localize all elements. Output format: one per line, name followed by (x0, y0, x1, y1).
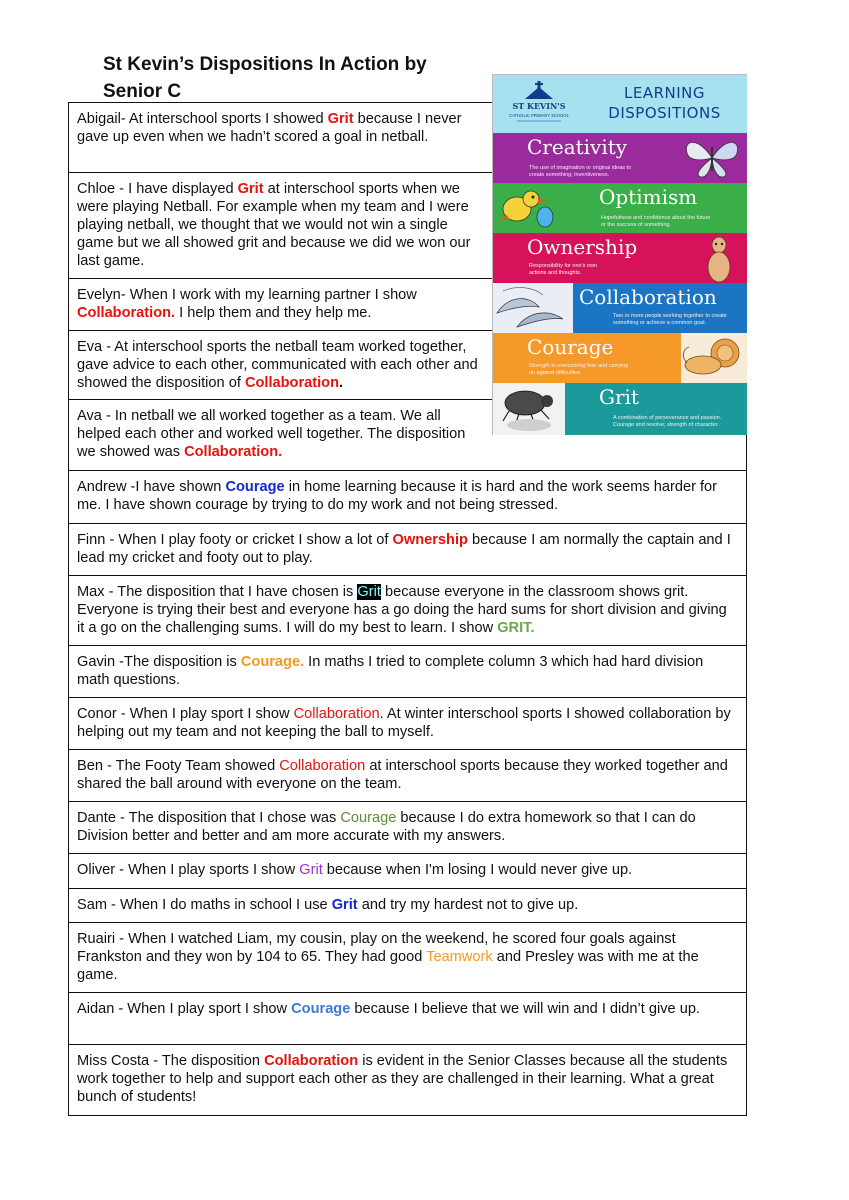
disposition-word: Courage (340, 810, 397, 826)
dolphins-icon (493, 283, 573, 333)
table-row (69, 698, 746, 750)
poster-title: LEARNING DISPOSITIONS (608, 84, 721, 122)
row-text: Andrew -I have shown Courage in home learning because it is hard and the work seems harder for me. I have shown courage by trying to do my work and not being stressed. (77, 479, 718, 513)
disposition-word: Grit (237, 181, 264, 197)
table-row (69, 331, 494, 400)
row-text: Finn - When I play footy or cricket I show a lot of Ownership because I am normally the captain and I lead my cricket and footy out to play. (77, 532, 731, 566)
disposition-word: Courage (291, 1001, 351, 1017)
band-description: Responsibility for one's own actions and thoughts. (529, 263, 598, 276)
row-text: Max - The disposition that I have chosen is Grit because everyone in the classroom shows grit. Everyone is trying their best and everyone has a go doing the hard sums for short division and giving it a go on the challenging sums. I will do my best to learn. I show GRIT. (77, 584, 727, 636)
band-title: Optimism (599, 185, 698, 209)
disposition-word: Ownership (392, 532, 468, 548)
title-line-1: St Kevin’s Dispositions In Action by (103, 54, 427, 75)
band-creativity (493, 133, 747, 183)
learning-dispositions-poster (492, 74, 747, 435)
lion-icon (681, 333, 747, 383)
table-row (69, 524, 746, 576)
butterfly-icon (679, 135, 745, 181)
title-line-2: Senior C (103, 81, 182, 102)
bird-icon (495, 185, 559, 231)
band-description: A combination of perseverance and passion. Courage and resolve; strength of character. (613, 415, 722, 428)
row-text: Oliver - When I play sports I show Grit because when I'm losing I would never give up. (77, 862, 633, 878)
band-title: Creativity (527, 135, 628, 159)
disposition-word: Courage (225, 479, 285, 495)
row-text: Miss Costa - The disposition Collaboration is evident in the Senior Classes because all the students work together to help and support each other as they are challenged in their learning. What a great bunch of students! (77, 1053, 728, 1105)
document-title (103, 51, 483, 105)
table-row (69, 103, 494, 173)
table-row (69, 576, 746, 646)
poster-header (493, 75, 747, 133)
row-text: Eva - At interschool sports the netball team worked together, gave advice to each other, communicated with each other and showed the disposition of Collaboration. (77, 339, 478, 391)
band-title: Ownership (527, 235, 638, 259)
disposition-word: Grit (327, 111, 354, 127)
row-text: Conor - When I play sport I show Collaboration. At winter interschool sports I showed collaboration by helping out my team and not keeping the ball to myself. (77, 706, 731, 740)
disposition-word: Collaboration (279, 758, 366, 774)
band-title: Courage (527, 335, 614, 359)
row-text: Sam - When I do maths in school I use Grit and try my hardest not to give up. (77, 897, 579, 913)
band-title: Grit (599, 385, 639, 409)
row-text: Abigail- At interschool sports I showed Grit because I never gave up even when we hadn’t scored a goal in netball. (77, 111, 462, 145)
band-ownership (493, 233, 747, 283)
band-title: Collaboration (579, 285, 717, 309)
disposition-word: Grit (299, 862, 323, 878)
band-description: The use of imagination or original ideas to create something; inventiveness. (529, 165, 632, 178)
band-collaboration (493, 283, 747, 333)
school-sub: CATHOLIC PRIMARY SCHOOL (509, 113, 569, 118)
table-row (69, 1045, 746, 1116)
disposition-word: Collaboration (244, 375, 339, 391)
meerkat-icon (699, 235, 739, 283)
table-row (69, 889, 746, 923)
disposition-word: Grit (357, 584, 381, 600)
band-description: Two or more people working together to create something or achieve a common goal. (613, 313, 727, 326)
table-row (69, 173, 494, 279)
disposition-word: Collaboration (264, 1053, 359, 1069)
row-text: Chloe - I have displayed Grit at interschool sports when we were playing Netball. For example when my team and I were playing netball, we thought that we would not win a single game but we all showed grit and because we did we won our last game. (77, 181, 471, 269)
row-text: Gavin -The disposition is Courage. In maths I tried to complete column 3 which had hard division math questions. (77, 654, 704, 688)
row-text: Aidan - When I play sport I show Courage because I believe that we will win and I didn’t give up. (77, 1001, 700, 1017)
band-grit (493, 383, 747, 435)
table-row (69, 802, 746, 854)
beetle-icon (493, 383, 565, 435)
school-logo (499, 81, 579, 129)
table-row (69, 923, 746, 993)
row-text: Evelyn- When I work with my learning partner I show Collaboration. I help them and they help me. (77, 287, 417, 321)
table-row (69, 279, 494, 331)
band-optimism (493, 183, 747, 233)
row-text: Ruairi - When I watched Liam, my cousin, play on the weekend, he scored four goals against Frankston and they won by 104 to 65. They had good Teamwork and Presley was with me at the game. (77, 931, 699, 983)
table-row (69, 750, 746, 802)
table-row (69, 646, 746, 698)
row-text: Ben - The Footy Team showed Collaboration at interschool sports because they worked together and shared the ball around with everyone on the team. (77, 758, 728, 792)
band-courage (493, 333, 747, 383)
disposition-word: Collaboration. (184, 444, 283, 460)
table-row (69, 471, 746, 524)
disposition-word: Teamwork (426, 949, 493, 965)
row-text: Dante - The disposition that I chose was Courage because I do extra homework so that I can do Division better and better and am more accurate with my answers. (77, 810, 696, 844)
table-row (69, 993, 746, 1045)
table-row (69, 854, 746, 889)
disposition-word: Collaboration. (77, 305, 176, 321)
band-description: Strength in overcoming fear and carrying on against difficulties. (529, 363, 629, 376)
row-text: Ava - In netball we all worked together as a team. We all helped each other and worked well together. The disposition we showed was Collaboration. (77, 408, 466, 460)
disposition-word: Grit (331, 897, 358, 913)
band-description: Hopefulness and confidence about the future or the success of something. (601, 215, 711, 228)
disposition-word: Courage. (240, 654, 305, 670)
school-name: ST KEVIN'S (512, 101, 566, 111)
disposition-word: Collaboration (293, 706, 380, 722)
disposition-word: GRIT. (497, 620, 535, 636)
